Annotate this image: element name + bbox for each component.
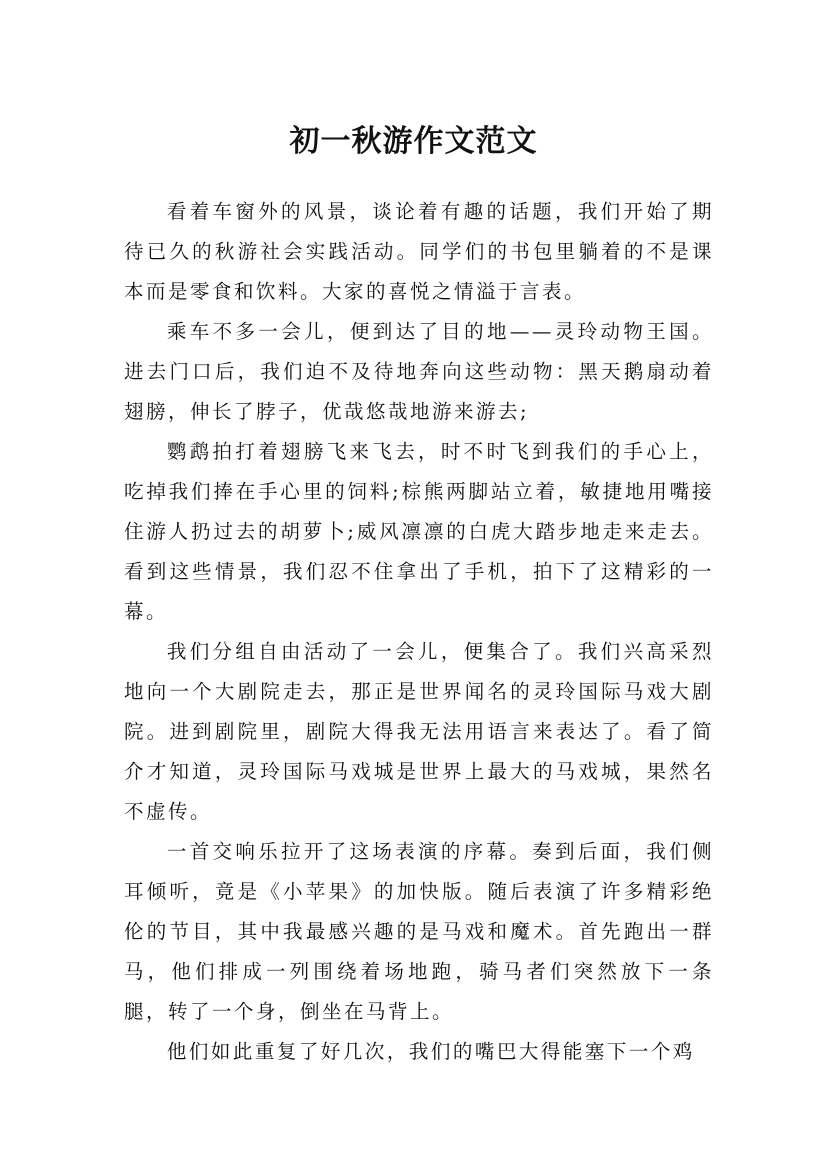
paragraph: 乘车不多一会儿，便到达了目的地——灵玲动物王国。进去门口后，我们迫不及待地奔向这些动物：黑天鹅扇动着翅膀，伸长了脖子，优哉悠哉地游来游去; <box>124 320 714 423</box>
paragraph: 鹦鹉拍打着翅膀飞来飞去，时不时飞到我们的手心上，吃掉我们捧在手心里的饲料;棕熊两脚站立着，敏捷地用嘴接住游人扔过去的胡萝卜;威风凛凛的白虎大踏步地走来走去。看到这些情景，我们忍不住拿出了手机，拍下了这精彩的一幕。 <box>124 440 714 623</box>
paragraph: 看着车窗外的风景，谈论着有趣的话题，我们开始了期待已久的秋游社会实践活动。同学们的书包里躺着的不是课本而是零食和饮料。大家的喜悦之情溢于言表。 <box>124 200 714 303</box>
paragraph: 他们如此重复了好几次，我们的嘴巴大得能塞下一个鸡 <box>166 1040 695 1063</box>
paragraph: 一首交响乐拉开了这场表演的序幕。奏到后面，我们侧耳倾听，竟是《小苹果》的加快版。随后表演了许多精彩绝伦的节目，其中我最感兴趣的是马戏和魔术。首先跑出一群马，他们排成一列围绕着场地跑，骑马者们突然放下一条腿，转了一个身，倒坐在马背上。 <box>124 840 714 1023</box>
document-title: 初一秋游作文范文 <box>289 124 538 160</box>
paragraph: 我们分组自由活动了一会儿，便集合了。我们兴高采烈地向一个大剧院走去，那正是世界闻名的灵玲国际马戏大剧院。进到剧院里，剧院大得我无法用语言来表达了。看了简介才知道，灵玲国际马戏城是世界上最大的马戏城，果然名不虚传。 <box>124 640 714 823</box>
document-body <box>124 192 714 1072</box>
